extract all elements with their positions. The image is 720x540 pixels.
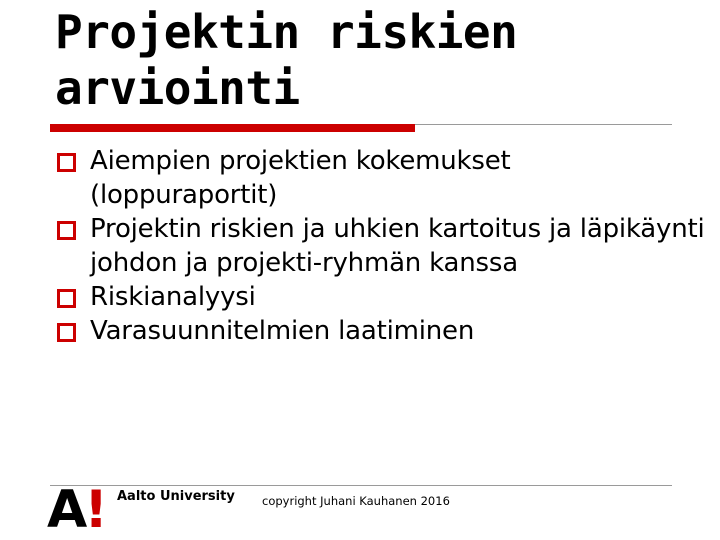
bullet-text: Aiempien projektien kokemukset (loppuraportit) bbox=[90, 146, 511, 210]
university-name: Aalto University bbox=[117, 489, 235, 504]
square-bullet-icon bbox=[57, 289, 76, 308]
square-bullet-icon bbox=[57, 323, 76, 342]
bullet-list bbox=[55, 144, 705, 348]
logo-letter: A bbox=[47, 480, 85, 540]
title-divider-line bbox=[415, 124, 672, 125]
slide-title: Projektin riskien arviointi bbox=[55, 5, 518, 115]
bullet-item-risk-analysis bbox=[55, 280, 705, 314]
bullet-text: Riskianalyysi bbox=[90, 282, 256, 312]
bullet-item-contingency-plans bbox=[55, 314, 705, 348]
square-bullet-icon bbox=[57, 153, 76, 172]
bullet-text: Varasuunnitelmien laatiminen bbox=[90, 316, 475, 346]
bullet-text: Projektin riskien ja uhkien kartoitus ja läpikäynti johdon ja projekti-ryhmän kanssa bbox=[90, 214, 705, 278]
bullet-item-risk-mapping bbox=[55, 212, 705, 280]
aalto-logo-icon bbox=[47, 480, 105, 540]
title-accent-bar bbox=[50, 124, 415, 132]
square-bullet-icon bbox=[57, 221, 76, 240]
copyright-text: copyright Juhani Kauhanen 2016 bbox=[262, 494, 450, 508]
footer-divider-line bbox=[50, 485, 672, 486]
logo-exclamation: ! bbox=[84, 480, 105, 540]
bullet-item-previous-projects bbox=[55, 144, 705, 212]
